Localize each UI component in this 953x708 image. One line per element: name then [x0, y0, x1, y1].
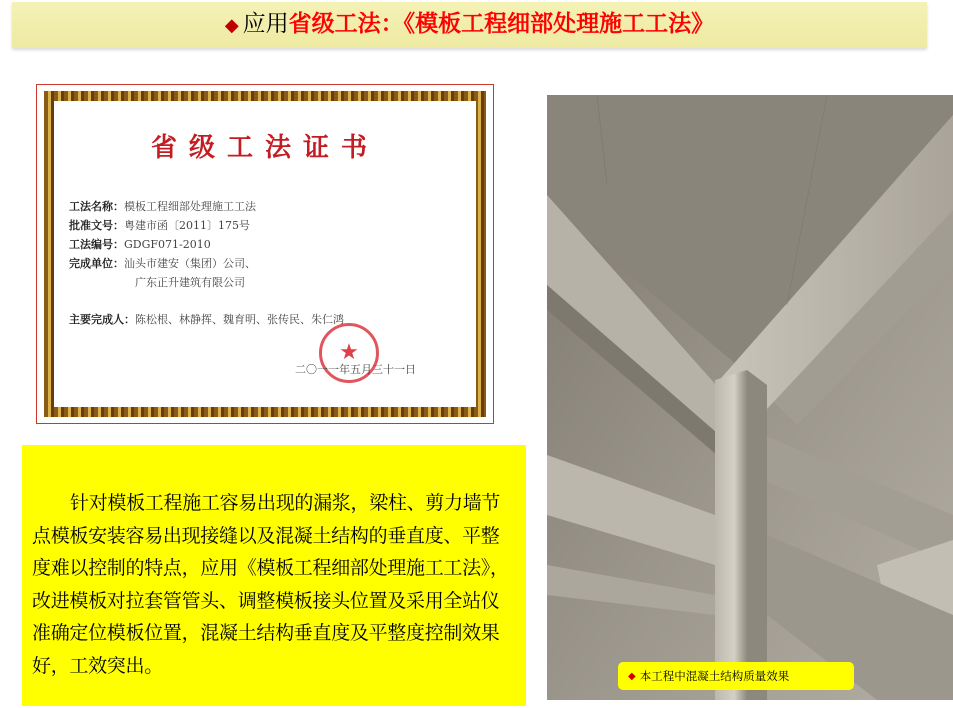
certificate-row [69, 216, 344, 235]
certificate-value: 广东正升建筑有限公司 [135, 276, 245, 289]
certificate-label: 工法名称： [69, 200, 124, 213]
certificate-value: 陈松根、林静挥、魏育明、张传民、朱仁鸿 [135, 313, 344, 326]
certificate-date: 二〇一一年五月三十一日 [295, 363, 416, 376]
certificate-row [69, 197, 344, 216]
concrete-structure-photo [547, 95, 953, 700]
certificate-row [69, 235, 344, 254]
page-title [225, 1, 714, 49]
description-text: 针对模板工程施工容易出现的漏浆，梁柱、剪力墙节点模板安装容易出现接缝以及混凝土结构的垂直度、平整度难以控制的特点，应用《模板工程细部处理施工工法》，改进模板对拉套管管头、调整模板接头位置及采用全站仪准确定位模板位置，混凝土结构垂直度及平整度控制效果好，工效突出。 [32, 492, 509, 677]
title-bar [12, 2, 927, 48]
certificate-value: 模板工程细部处理施工工法 [124, 200, 256, 213]
certificate-details [69, 197, 344, 329]
certificate-row [69, 254, 344, 273]
certificate-value: 汕头市建安（集团）公司、 [124, 257, 256, 270]
description-box [22, 445, 526, 706]
certificate-label: 批准文号： [69, 219, 124, 232]
title-prefix: 应用 [242, 11, 289, 37]
photo-caption [618, 662, 854, 690]
title-main: 省级工法：《模板工程细部处理施工工法》 [288, 11, 715, 37]
photo-caption-text: 本工程中混凝土结构质量效果 [639, 669, 790, 683]
diamond-bullet-icon: ◆ [628, 670, 636, 682]
certificate-label: 工法编号： [69, 238, 124, 251]
seal-star-icon: ★ [339, 340, 359, 365]
certificate-row [69, 310, 344, 329]
certificate-value: 粤建市函〔2011〕175号 [124, 219, 250, 232]
diamond-bullet-icon: ◆ [224, 15, 239, 36]
certificate-label: 主要完成人： [69, 313, 135, 326]
certificate-heading: 省级工法证书 [150, 133, 379, 163]
certificate-image [36, 84, 494, 424]
certificate-row [69, 273, 344, 292]
certificate-value: GDGF071-2010 [124, 238, 211, 251]
certificate-label: 完成单位： [69, 257, 124, 270]
concrete-photo-illustration [547, 95, 953, 700]
